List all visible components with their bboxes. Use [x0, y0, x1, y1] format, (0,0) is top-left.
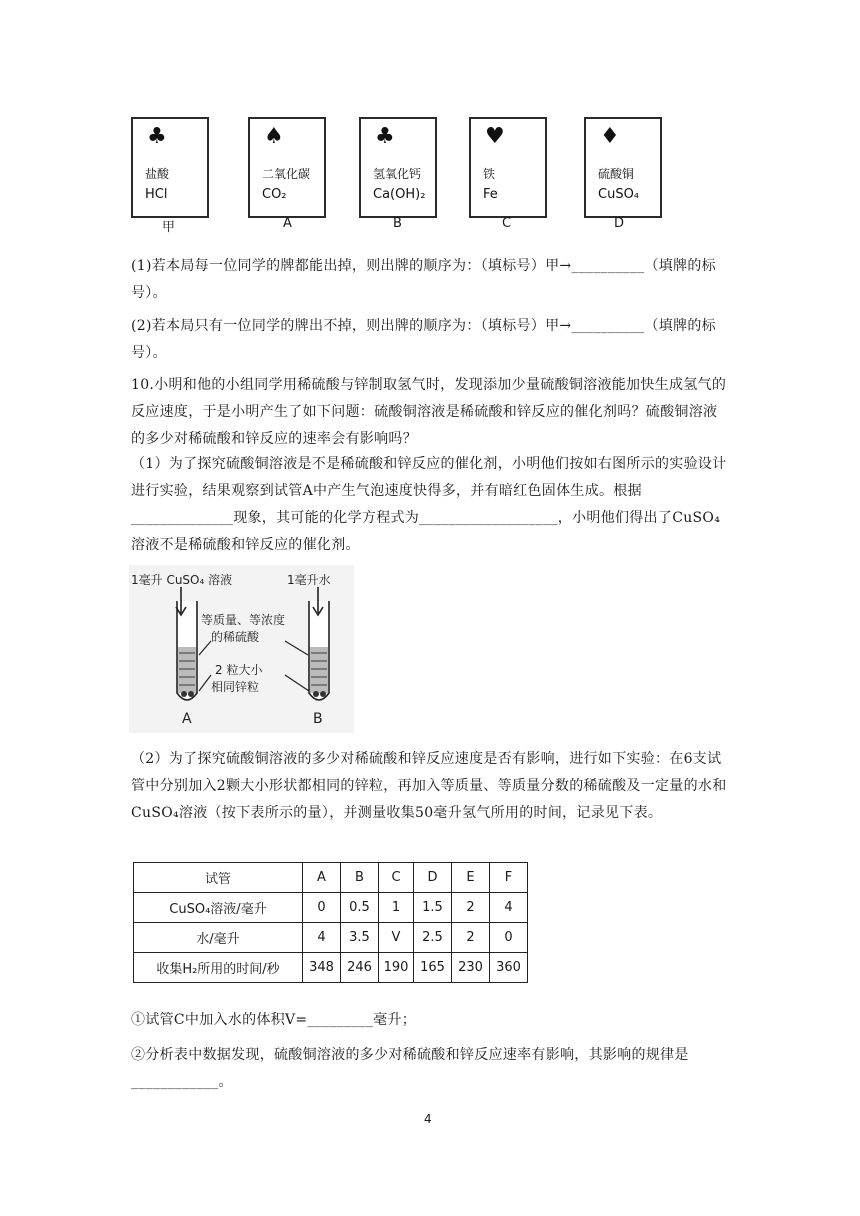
table-cell: 1.5	[414, 893, 452, 923]
card-label-b: B	[393, 216, 402, 231]
label-cuso4-solution: 1毫升 CuSO₄ 溶液	[131, 573, 233, 587]
label-zinc-line2: 相同锌粒	[211, 680, 260, 694]
table-cell: 水/毫升	[134, 923, 303, 953]
table-cell: 收集H₂所用的时间/秒	[134, 953, 303, 983]
table-cell: 360	[490, 953, 528, 983]
card-name: 二氧化碳	[262, 167, 311, 181]
table-cell: 0	[303, 893, 341, 923]
table-cell: 2	[452, 893, 490, 923]
table-header-cell: A	[303, 863, 341, 893]
table-cell: 4	[490, 893, 528, 923]
table-cell: 2	[452, 923, 490, 953]
card-d	[584, 117, 662, 218]
card-formula: CO₂	[262, 187, 287, 202]
table-header-cell: E	[452, 863, 490, 893]
table-header-cell: 试管	[134, 863, 303, 893]
table-cell: 3.5	[341, 923, 379, 953]
table-header-cell: B	[341, 863, 379, 893]
test-tubes-illustration	[129, 565, 354, 733]
card-label-jia: 甲	[162, 220, 176, 235]
tube-label-b: B	[313, 711, 323, 727]
question-1: (1)若本局每一位同学的牌都能出掉，则出牌的顺序为：（填标号）甲→__________（填牌的标号）。	[131, 258, 716, 301]
card-name: 盐酸	[145, 167, 170, 181]
card-name: 氢氧化钙	[373, 167, 422, 181]
page-number: 4	[424, 1112, 432, 1126]
table-row	[134, 953, 528, 983]
tube-label-a: A	[182, 711, 192, 727]
table-cell: 190	[379, 953, 414, 983]
card-label-a: A	[283, 216, 292, 231]
table-cell: 1	[379, 893, 414, 923]
question-10-intro: 10.小明和他的小组同学用稀硫酸与锌制取氢气时，发现添加少量硫酸铜溶液能加快生成氢气的反应速度，于是小明产生了如下问题：硫酸铜溶液是稀硫酸和锌反应的催化剂吗？硫酸铜溶液的多少对稀硫酸和锌反应的速率会有影响吗？	[131, 377, 727, 447]
diamond-icon: ♦	[600, 124, 620, 149]
question-2: (2)若本局只有一位同学的牌出不掉，则出牌的顺序为：（填标号）甲→__________（填牌的标号）。	[131, 318, 716, 361]
table-row	[134, 923, 528, 953]
card-a	[248, 117, 326, 218]
card-label-d: D	[614, 216, 625, 231]
table-cell: V	[379, 923, 414, 953]
table-cell: 2.5	[414, 923, 452, 953]
label-water: 1毫升水	[287, 573, 331, 587]
table-header-cell: D	[414, 863, 452, 893]
club-icon: ♣	[375, 124, 395, 149]
table-cell: 230	[452, 953, 490, 983]
table-cell: 0	[490, 923, 528, 953]
experiment-figure	[129, 565, 354, 733]
table-cell: 246	[341, 953, 379, 983]
heart-icon: ♥	[485, 124, 505, 149]
sub-question-2: ②分析表中数据发现，硫酸铜溶液的多少对稀硫酸和锌反应速率有影响，其影响的规律是____________。	[131, 1047, 689, 1090]
card-formula: HCl	[145, 187, 168, 202]
label-zinc-line1: 2 粒大小	[215, 663, 263, 677]
card-name: 硫酸铜	[598, 167, 635, 181]
card-c	[469, 117, 547, 218]
experiment-data-table	[133, 862, 528, 983]
spade-icon: ♠	[264, 124, 284, 149]
card-jia	[131, 117, 209, 218]
table-cell: 0.5	[341, 893, 379, 923]
club-icon: ♣	[147, 124, 167, 149]
question-10-part-1: （1）为了探究硫酸铜溶液是不是稀硫酸和锌反应的催化剂，小明他们按如右图所示的实验设计进行实验，结果观察到试管A中产生气泡速度快得多，并有暗红色固体生成。根据______________现象，其可能的化学方程式为___________________，小明他们得出了CuSO₄溶液不是稀硫酸和锌反应的催化剂。	[131, 456, 727, 553]
question-10-part-2: （2）为了探究硫酸铜溶液的多少对稀硫酸和锌反应速度是否有影响，进行如下实验：在6支试管中分别加入2颗大小形状都相同的锌粒，再加入等质量、等质量分数的稀硫酸及一定量的水和CuSO₄溶液（按下表所示的量），并测量收集50毫升氢气所用的时间，记录见下表。	[131, 751, 727, 821]
table-header-row	[134, 863, 528, 893]
table-cell: CuSO₄溶液/毫升	[134, 893, 303, 923]
card-formula: Fe	[483, 187, 498, 202]
sub-question-1: ①试管C中加入水的体积V=_________毫升；	[131, 1012, 417, 1028]
table-cell: 4	[303, 923, 341, 953]
card-formula: Ca(OH)₂	[373, 187, 426, 202]
table-header-cell: F	[490, 863, 528, 893]
card-label-c: C	[502, 216, 512, 231]
label-acid-line1: 等质量、等浓度	[201, 613, 286, 627]
card-b	[359, 117, 437, 218]
table-cell: 165	[414, 953, 452, 983]
label-acid-line2: 的稀硫酸	[211, 630, 260, 644]
card-name: 铁	[483, 167, 496, 181]
table-cell: 348	[303, 953, 341, 983]
table-header-cell: C	[379, 863, 414, 893]
table-row	[134, 893, 528, 923]
card-formula: CuSO₄	[598, 187, 640, 202]
